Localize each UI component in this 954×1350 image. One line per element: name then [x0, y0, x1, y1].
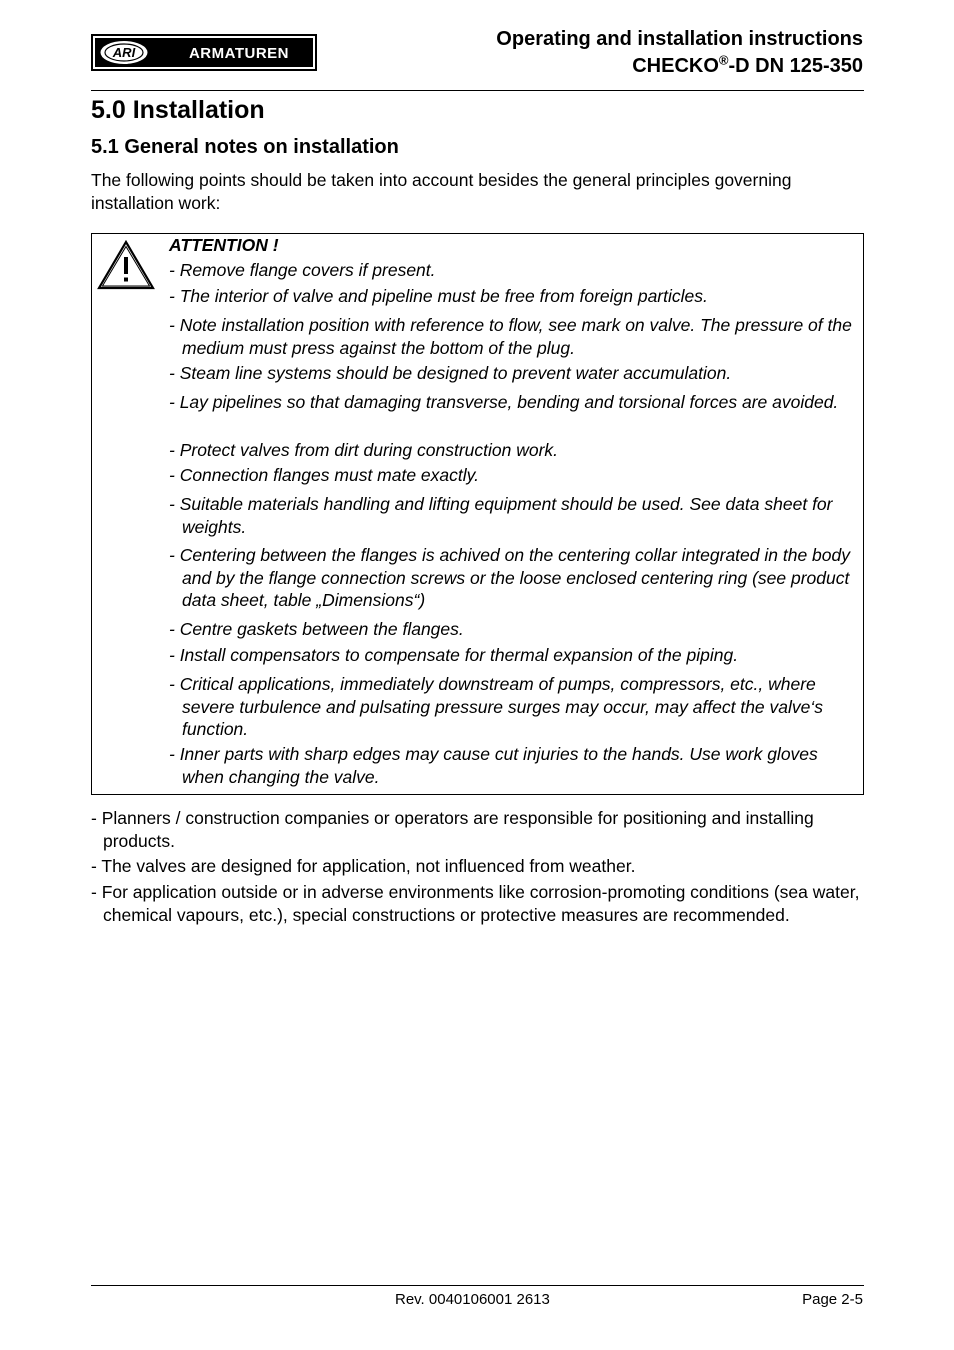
subsection-heading: 5.1 General notes on installation: [91, 136, 399, 158]
attention-item: - Steam line systems should be designed to prevent water accumulation.: [169, 363, 732, 383]
footer-divider: [91, 1285, 864, 1286]
attention-item: - Protect valves from dirt during construction work.: [169, 440, 559, 460]
title-product: CHECKO: [632, 55, 719, 77]
attention-box: [91, 233, 864, 795]
attention-item: - Remove flange covers if present.: [169, 260, 436, 280]
ari-armaturen-logo: [91, 34, 317, 71]
attention-item: - Lay pipelines so that damaging transverse, bending and torsional forces are avoided.: [169, 392, 839, 412]
attention-item: - Inner parts with sharp edges may cause cut injuries to the hands. Use work gloves when changing the valve.: [169, 744, 818, 787]
document-title: [496, 26, 863, 80]
title-suffix: -D DN 125-350: [728, 55, 863, 77]
warning-triangle-icon: [97, 240, 155, 290]
title-line-2: [496, 53, 863, 80]
section-heading: 5.0 Installation: [91, 96, 265, 124]
attention-item: - The interior of valve and pipeline must be free from foreign particles.: [169, 286, 708, 306]
attention-item: - Suitable materials handling and lifting equipment should be used. See data sheet for weights.: [169, 494, 833, 537]
registered-mark: ®: [718, 52, 729, 68]
attention-item: - Critical applications, immediately downstream of pumps, compressors, etc., where severe turbulence and pulsating pressure surges may occur, may affect the valve‘s function.: [169, 674, 824, 739]
note-item: - For application outside or in adverse environments like corrosion-promoting conditions (sea water, chemical vapours, etc.), special constructions or protective measures are recommended.: [91, 882, 860, 925]
attention-item: - Install compensators to compensate for thermal expansion of the piping.: [169, 645, 739, 665]
attention-title: ATTENTION !: [169, 235, 279, 255]
attention-item: - Centering between the flanges is achived on the centering collar integrated in the body and by the flange connection screws or the loose enclosed centering ring (see product data sheet, table „Dimensions“): [169, 545, 850, 610]
page-number: Page 2-5: [802, 1291, 863, 1308]
attention-item: - Connection flanges must mate exactly.: [169, 465, 479, 485]
header-divider: [91, 90, 864, 91]
logo-mark: ARI: [112, 45, 136, 60]
note-item: - Planners / construction companies or operators are responsible for positioning and installing products.: [91, 808, 814, 851]
note-item: - The valves are designed for application, not influenced from weather.: [91, 856, 636, 876]
title-line-1: Operating and installation instructions: [496, 28, 863, 50]
attention-item: - Centre gaskets between the flanges.: [169, 619, 464, 639]
attention-item: - Note installation position with reference to flow, see mark on valve. The pressure of the medium must press against the bottom of the plug.: [169, 315, 852, 358]
revision-number: Rev. 0040106001 2613: [395, 1291, 550, 1308]
intro-paragraph: The following points should be taken into account besides the general principles governing installation work:: [91, 170, 792, 213]
logo-text: ARMATUREN: [188, 45, 290, 62]
